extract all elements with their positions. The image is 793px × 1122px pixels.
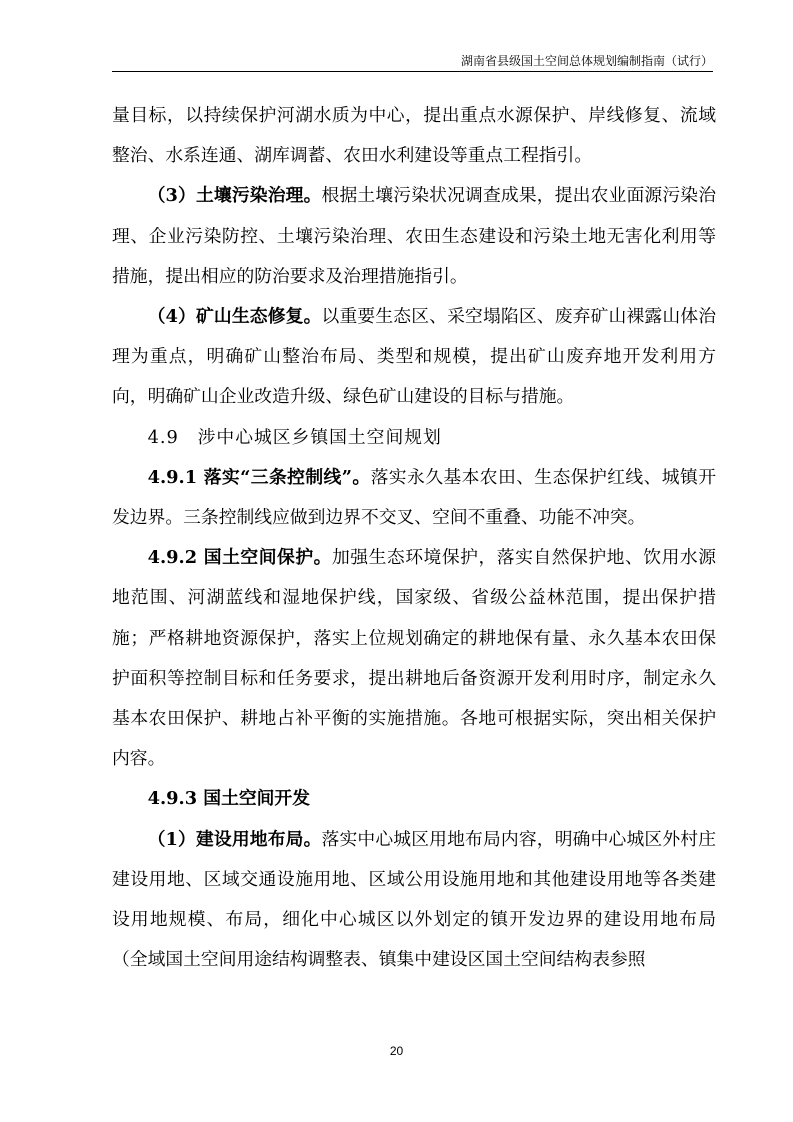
paragraph-4-9-1 bbox=[112, 458, 716, 538]
paragraph-text: 加强生态环境保护，落实自然保护地、饮用水源地范围、河湖蓝线和湿地保护线，国家级、省级公益林范围，提出保护措施；严格耕地资源保护，落实上位规划确定的耕地保有量、永久基本农田保护面积等控制目标和任务要求，提出耕地后备资源开发利用时序，制定永久基本农田保护、耕地占补平衡的实施措施。各地可根据实际，突出相关保护内容。 bbox=[112, 547, 716, 770]
paragraph-mine-restoration bbox=[112, 297, 716, 418]
paragraph-text: 落实永久基本农田、生态保护红线、城镇开发边界。三条控制线应做到边界不交叉、空间不重叠、功能不冲突。 bbox=[112, 466, 716, 529]
paragraph-label: （3）土壤污染治理。 bbox=[147, 185, 322, 207]
paragraph-water-targets: 量目标，以持续保护河湖水质为中心，提出重点水源保护、岸线修复、流域整治、水系连通、湖库调蓄、农田水利建设等重点工程指引。 bbox=[112, 105, 716, 167]
paragraph-text: 根据土壤污染状况调查成果，提出农业面源污染治理、企业污染防控、土壤污染治理、农田生态建设和污染土地无害化利用等措施，提出相应的防治要求及治理措施指引。 bbox=[112, 185, 716, 287]
paragraph-text: 落实中心城区用地布局内容，明确中心城区外村庄建设用地、区域交通设施用地、区域公用设施用地和其他建设用地等各类建设用地规模、布局，细化中心城区以外划定的镇开发边界的建设用地布局（全域国土空间用途结构调整表、镇集中建设区国土空间结构表参照 bbox=[112, 828, 716, 971]
paragraph-4-9-2 bbox=[112, 538, 716, 779]
document-body bbox=[112, 96, 716, 980]
running-header-title: 湖南省县级国土空间总体规划编制指南（试行） bbox=[460, 54, 713, 68]
header-divider bbox=[112, 71, 713, 72]
paragraph-soil-pollution bbox=[112, 176, 716, 297]
section-heading-4-9: 4.9 涉中心城区乡镇国土空间规划 bbox=[147, 426, 442, 448]
paragraph-land-layout bbox=[112, 820, 716, 981]
paragraph-label: 4.9.2 国土空间保护。 bbox=[147, 547, 332, 569]
paragraph-label: 4.9.1 落实“三条控制线”。 bbox=[147, 466, 371, 488]
section-heading-4-9-3: 4.9.3 国土空间开发 bbox=[147, 788, 310, 810]
page-number: 20 bbox=[389, 1044, 404, 1058]
paragraph-text: 以重要生态区、采空塌陷区、废弃矿山裸露山体治理为重点，明确矿山整治布局、类型和规模，提出矿山废弃地开发利用方向，明确矿山企业改造升级、绿色矿山建设的目标与措施。 bbox=[112, 306, 716, 408]
paragraph-label: （4）矿山生态修复。 bbox=[147, 306, 322, 328]
paragraph-label: （1）建设用地布局。 bbox=[147, 828, 322, 850]
